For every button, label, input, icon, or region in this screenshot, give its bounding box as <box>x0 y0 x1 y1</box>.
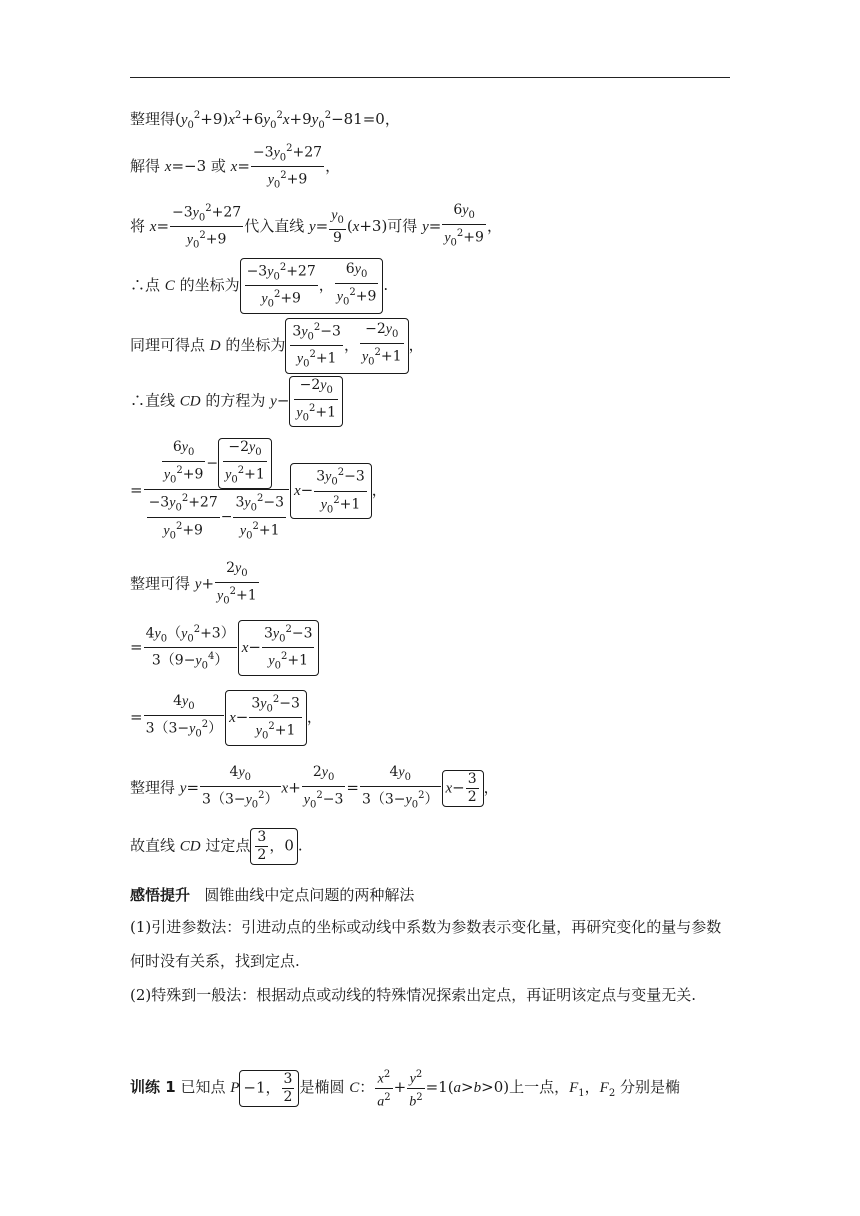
method-1-paragraph: (1)引进参数法：引进动点的坐标或动线中系数为参数表示变化量，再研究变化的量与参数何时没有关系，找到定点. <box>130 918 722 970</box>
insight-label: 感悟提升 <box>130 886 191 904</box>
simplify-line: 整理可得 y+ $\frac{2y_0}{y_0^2+1}$ <box>130 560 257 607</box>
insight-title: 圆锥曲线中定点问题的两种解法 <box>204 886 415 904</box>
insight-heading <box>130 885 414 905</box>
final-equation: 整理得 y= $\frac{4y_0}{3(3-y_0^2)}$ x+ $\frac{2y_0}{y_0^2-3}$ = $\frac{4y_0}{3(3-y_0^2)}$ x− $\frac{3}{2}$ ， <box>130 764 499 811</box>
equation-line-1: 整理得$(y_0^2+9)x^2+6y_0^2x+9y_0^2-81=0$， <box>130 110 400 131</box>
fixed-point-conclusion: 故直线 CD 过定点 $\frac{3}{2}$ ，0 . <box>130 829 303 863</box>
simplify-step-2: = $\frac{4y_0}{3(3-y_0^2)}$ x− $\frac{3y_0^2-3}{y_0^2+1}$ ， <box>130 690 322 746</box>
simplify-step-1: = $\frac{4y_0(y_0^2+3)}{3(9-y_0^4)}$ x− $\frac{3y_0^2-3}{y_0^2+1}$ <box>130 620 319 676</box>
training-label: 训练 1 <box>130 1078 176 1097</box>
slope-expression: = $\frac{6y_0}{y_0^2+9}$ − $\frac{-2y_0}{y_0^2+1}$ $\frac{-3y_0^2+27}{y_0^2+9}$ − $\frac{3y_0^2-3}{y_0^2+1}$ x− $\frac{3y_0^2-3}{y_0^2+1}$ ， <box>130 439 387 542</box>
point-d-coordinates: 同理可得点 D 的坐标为 $\frac{3y_0^2-3}{y_0^2+1}$ ， $\frac{-2y_0}{y_0^2+1}$ ， <box>130 318 424 374</box>
point-c-coordinates: ∴点 C 的坐标为 $\frac{-3y_0^2+27}{y_0^2+9}$ ， $\frac{6y_0}{y_0^2+9}$ . <box>130 258 388 314</box>
header-rule <box>130 77 730 78</box>
training-problem: 训练 1 已知点 P −1， $\frac{3}{2}$ 是椭圆 C： $\frac{x^2}{a^2}$ + $\frac{y^2}{b^2}$ =1(a>b>0)上一点，$F_1$，$F_2$ 分别是椭 <box>130 1066 680 1110</box>
line-cd-equation: ∴直线 CD 的方程为 y− $\frac{-2y_0}{y_0^2+1}$ <box>130 376 343 427</box>
equation-line-2: 解得 x=−3 或 x= $\frac{-3y_0^2+27}{y_0^2+9}$ ， <box>130 140 340 194</box>
equation-line-3: 将 x= $\frac{-3y_0^2+27}{y_0^2+9}$ 代入直线 y= $\frac{y_0}{9}$ (x+3)可得 y= $\frac{6y_0}{y_0^2+9}$ ， <box>130 200 502 254</box>
method-2-paragraph: (2)特殊到一般法：根据动点或动线的特殊情况探索出定点，再证明该定点与变量无关. <box>130 986 697 1004</box>
